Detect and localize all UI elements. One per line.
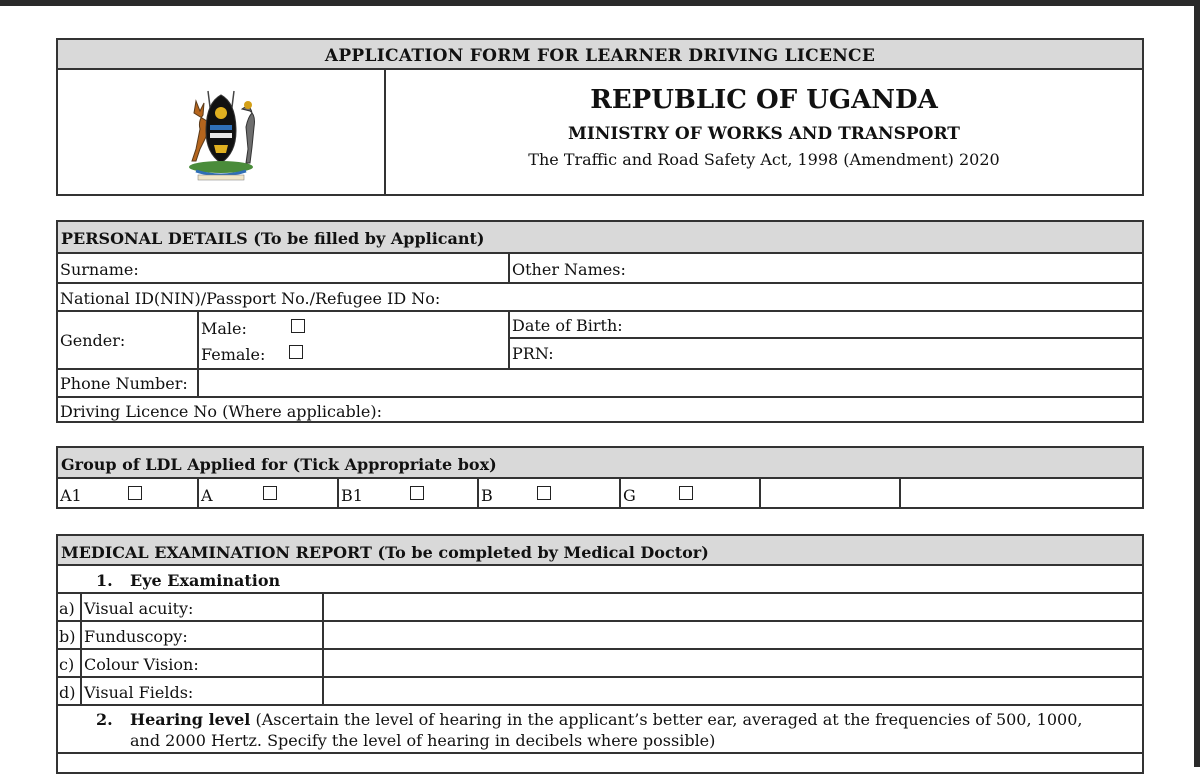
eye-item-letter: a) xyxy=(59,599,75,618)
group-a1-checkbox[interactable] xyxy=(128,486,142,500)
group-a-checkbox[interactable] xyxy=(263,486,277,500)
col-divider xyxy=(337,477,339,507)
gender-label: Gender: xyxy=(60,331,126,350)
eye-exam-title: Eye Examination xyxy=(130,571,281,590)
row-divider xyxy=(58,477,1142,479)
personal-details-section xyxy=(56,220,1144,423)
group-b1-checkbox[interactable] xyxy=(410,486,424,500)
eye-item-label: Visual Fields: xyxy=(84,683,194,702)
group-option-label: B xyxy=(481,486,493,505)
colour-vision-field[interactable] xyxy=(326,650,1138,674)
col-divider xyxy=(197,310,199,368)
ldl-group-title: Group of LDL Applied for (Tick Appropriate box) xyxy=(61,455,497,474)
hearing-description: (Ascertain the level of hearing in the applicant’s better ear, averaged at the frequencies of 500, 1000, xyxy=(255,710,1083,729)
prn-label: PRN: xyxy=(512,344,554,363)
personal-details-title: PERSONAL DETAILS (To be filled by Applicant) xyxy=(61,229,485,248)
hearing-number: 2. xyxy=(96,710,113,729)
eye-item-letter: b) xyxy=(59,627,76,646)
ldl-group-section xyxy=(56,446,1144,509)
hearing-title: Hearing level xyxy=(130,710,251,729)
dob-field[interactable] xyxy=(638,312,1138,335)
female-checkbox[interactable] xyxy=(289,345,303,359)
eye-item-letter: c) xyxy=(59,655,75,674)
col-divider xyxy=(477,477,479,507)
group-option-label: A1 xyxy=(60,486,82,505)
col-divider xyxy=(759,477,761,507)
republic-title: REPUBLIC OF UGANDA xyxy=(590,85,938,115)
group-option-label: G xyxy=(623,486,636,505)
other-names-label: Other Names: xyxy=(512,260,626,279)
eye-item-label: Visual acuity: xyxy=(84,599,194,618)
prn-field[interactable] xyxy=(568,339,1138,366)
col-divider xyxy=(197,368,199,396)
hearing-line-1 xyxy=(130,710,1082,729)
col-divider xyxy=(899,477,901,507)
ministry-title: MINISTRY OF WORKS AND TRANSPORT xyxy=(568,124,960,144)
page-border-top xyxy=(0,0,1200,6)
hearing-level-field[interactable] xyxy=(60,754,1140,772)
hearing-description-cont: and 2000 Hertz. Specify the level of hearing in decibels where possible) xyxy=(130,731,716,750)
medical-section xyxy=(56,534,1144,774)
medical-title: MEDICAL EXAMINATION REPORT (To be completed by Medical Doctor) xyxy=(61,543,709,562)
row-divider xyxy=(58,704,1142,706)
page-border-right xyxy=(1194,0,1200,767)
group-option-label: B1 xyxy=(341,486,363,505)
col-divider xyxy=(80,592,82,704)
eye-item-letter: d) xyxy=(59,683,76,702)
dob-label: Date of Birth: xyxy=(512,316,623,335)
col-divider xyxy=(508,310,510,368)
male-checkbox[interactable] xyxy=(291,319,305,333)
licence-no-label: Driving Licence No (Where applicable): xyxy=(60,402,382,421)
nin-field[interactable] xyxy=(458,284,1138,308)
col-divider xyxy=(508,252,510,282)
visual-fields-field[interactable] xyxy=(326,678,1138,702)
header-block xyxy=(56,38,1144,196)
eye-item-label: Funduscopy: xyxy=(84,627,188,646)
col-divider xyxy=(619,477,621,507)
licence-no-field[interactable] xyxy=(398,398,1138,421)
form-title: APPLICATION FORM FOR LEARNER DRIVING LICENCE xyxy=(324,46,876,66)
surname-field[interactable] xyxy=(218,254,504,280)
funduscopy-field[interactable] xyxy=(326,622,1138,646)
nin-label: National ID(NIN)/Passport No./Refugee ID No: xyxy=(60,289,441,308)
eye-item-label: Colour Vision: xyxy=(84,655,199,674)
group-option-label: A xyxy=(201,486,213,505)
phone-label: Phone Number: xyxy=(60,374,188,393)
group-g-checkbox[interactable] xyxy=(679,486,693,500)
row-divider xyxy=(58,564,1142,566)
group-b-checkbox[interactable] xyxy=(537,486,551,500)
phone-field[interactable] xyxy=(201,370,1138,394)
act-subtitle: The Traffic and Road Safety Act, 1998 (Amendment) 2020 xyxy=(528,150,1000,169)
other-names-field[interactable] xyxy=(638,254,1138,280)
visual-acuity-field[interactable] xyxy=(326,594,1138,618)
col-divider xyxy=(322,592,324,704)
coat-of-arms-emblem xyxy=(176,83,266,183)
eye-exam-number: 1. xyxy=(96,571,113,590)
male-label: Male: xyxy=(201,319,247,338)
col-divider xyxy=(197,477,199,507)
surname-label: Surname: xyxy=(60,260,139,279)
female-label: Female: xyxy=(201,345,266,364)
